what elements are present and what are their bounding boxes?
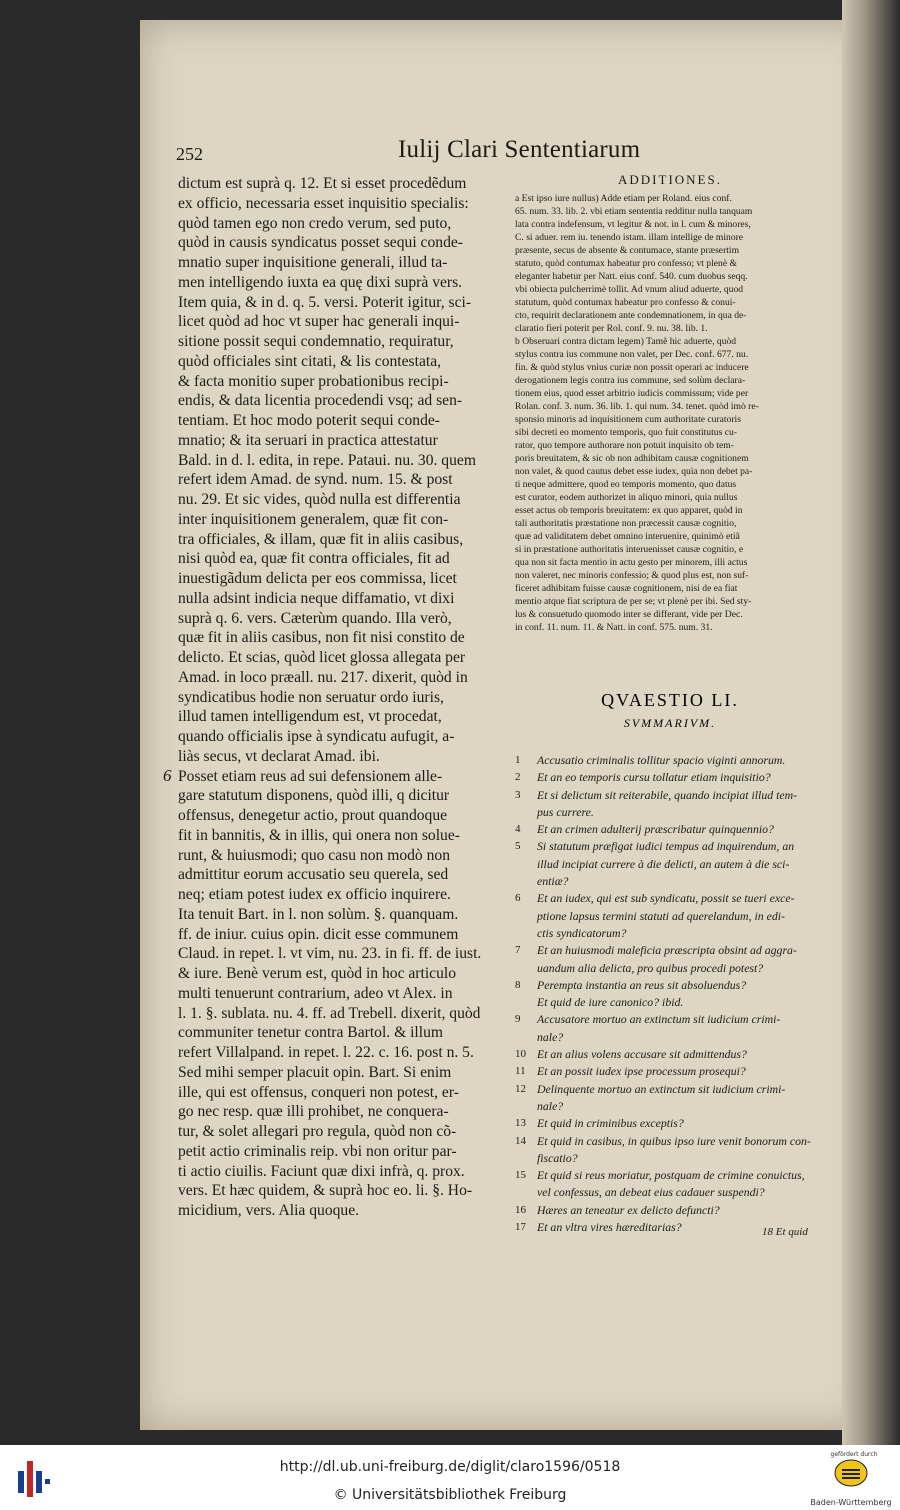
summarium-item (515, 787, 827, 804)
text-line: ti actio ciuilis. Faciunt quæ dixi infrà, q. prox. (178, 1162, 465, 1180)
text-line: mnatio; & ita seruari in practica attestatur (178, 431, 438, 449)
summarium-item (515, 1115, 827, 1132)
addition-line: statutum, quòd contumax habeatur pro confesso & conui- (515, 297, 736, 308)
addition-line: præsente, secus de absente & contumace, stante præsertim (515, 245, 740, 256)
text-line: quæ fit in aliis casibus, non fit nisi constito de (178, 629, 465, 647)
addition-line: Rolan. conf. 3. num. 36. lib. 1. qui num. 34. tenet. quòd imò re- (515, 401, 759, 412)
summarium-item (515, 1063, 827, 1080)
text-line: tentiam. Et hoc modo poterit sequi conde- (178, 412, 440, 429)
summarium-item (515, 1081, 827, 1098)
main-text-column (178, 174, 488, 1221)
summarium-item (515, 994, 827, 1011)
text-line: ff. de iniur. cuius opin. dicit esse communem (178, 925, 459, 943)
summarium-item-number: 1 (515, 754, 521, 766)
summarium-item-text: ctis syndicatorum? (537, 925, 627, 940)
addition-line: si in præstatione authoritatis interuenisset causæ cognitio, e (515, 544, 744, 555)
addition-line: statuto, quòd contumax habeatur pro confesso; vt plenè & (515, 258, 737, 269)
addition-line: qua non sit facta mentio in actu gesto per minorem, illi actus (515, 557, 748, 568)
summarium-item (515, 1202, 827, 1219)
summarium-item-text: Perempta instantia an reus sit absoluendus? (537, 977, 747, 992)
text-line: Amad. in loco præall. nu. 217. dixerit, quòd in (178, 668, 468, 686)
summarium-item-text: entiæ? (537, 874, 569, 889)
page-number: 252 (176, 144, 203, 164)
summarium-item-text: Et an possit iudex ipse processum prosequi? (537, 1064, 746, 1079)
addition-line: tali authoritatis præstatione non præcessit causæ cognitio, (515, 518, 737, 529)
additiones-title: ADDITIONES. (618, 172, 722, 187)
text-line: nulla adsint indicia neque diffamatio, vt dixi (178, 589, 455, 607)
summarium-item-text: nale? (537, 1098, 564, 1113)
summarium-item-text: Delinquente mortuo an extinctum sit iudicium crimi- (537, 1081, 786, 1096)
text-line: communiter tenetur contra Bartol. & illum (178, 1024, 444, 1042)
addition-line: claratio fieri poterit per Rol. conf. 9. nu. 38. lib. 1. (515, 323, 708, 334)
summarium-item-number: 16 (515, 1203, 526, 1216)
summarium-item-text: fiscatio? (537, 1150, 578, 1165)
text-line: micidium, vers. Alia quoque. (178, 1202, 360, 1219)
text-line: runt, & huiusmodi; quo casu non modò non (178, 846, 451, 864)
summarium-item-text: Et quid in criminibus exceptis? (537, 1116, 684, 1131)
summarium-item (515, 1167, 827, 1184)
addition-line: ti neque admittere, quod eo temporis momento, quo datus (515, 479, 737, 490)
text-line: ille, qui est offensus, conqueri non potest, er- (178, 1083, 459, 1101)
text-line: neq; etiam potest iudex ex officio inquirere. (178, 886, 451, 903)
page-header (176, 122, 836, 162)
text-line: quando officialis ipse à syndicatu aufugit, a- (178, 728, 455, 745)
addition-line: lata contra indefensum, vt legitur & not. in l. cum & minores, (515, 219, 751, 230)
text-line: multi tenuerunt contrarium, adeo vt Alex. in (178, 984, 453, 1002)
text-line: quòd officiales sint citati, & lis contestata, (178, 352, 442, 370)
addition-line: tionem eius, quod esset arbitrio iudicis commissum; vide per (515, 388, 749, 399)
addition-line: eleganter habetur per Natt. eius conf. 540. cum duobus seqq. (515, 271, 748, 282)
addition-line: cto, requirit declarationem ante condemnationem, in qua de- (515, 310, 747, 321)
summarium-item-text: vel confessus, an debeat eius cadauer suspendi? (537, 1185, 765, 1200)
summarium-item-text: Et an iudex, qui est sub syndicatu, possit se tueri exce- (537, 891, 795, 906)
summarium-item-text: Accusatore mortuo an extinctum sit iudicium crimi- (537, 1012, 781, 1027)
text-line: inuestigãdum delicta per eos commissa, licet (178, 570, 457, 587)
summarium-item-number: 8 (515, 978, 521, 991)
text-line: offensus, denegetur actio, prout quandoque (178, 807, 448, 824)
summarium-item-number (515, 1098, 537, 1115)
page-url[interactable]: http://dl.ub.uni-freiburg.de/diglit/claro1596/0518 (279, 1459, 621, 1475)
summarium-item-text: uandum alia delicta, pro quibus procedi potest? (537, 960, 764, 975)
addition-line: poris breuitatem, & sic ob non adhibitam causæ cognitionem (515, 453, 749, 464)
text-line: quòd in causis syndicatus posset sequi conde- (178, 234, 463, 252)
addition-line: derogationem legis contra ius commune, sed solùm declara- (515, 375, 746, 386)
running-title: Iulij Clari Sententiarum (398, 136, 641, 163)
summarium-item-text: Et an huiusmodi maleficia præscripta obsint ad aggra- (537, 943, 797, 958)
coat-of-arms-icon (808, 1458, 894, 1488)
summarium-item-number: 15 (515, 1169, 526, 1182)
addition-line: rator, quo tempore authorare non potuit inquisito ob tem- (515, 440, 734, 451)
summarium-item (515, 1011, 827, 1028)
funding-label: gefördert durch (830, 1451, 878, 1458)
text-line: tra officiales, & illam, quæ fit in aliis casibus, (178, 530, 464, 548)
summarium-item (515, 942, 827, 959)
summarium-item (515, 1046, 827, 1063)
summarium-item (515, 1184, 827, 1201)
summarium-item (515, 908, 827, 925)
summarium-item-text: Et si delictum sit reiterabile, quando incipiat illud tem- (537, 787, 798, 802)
quaestio-title: QVAESTIO LI. (601, 690, 739, 710)
text-line: & iure. Benè verum est, quòd in hoc articulo (178, 965, 457, 982)
summarium-item-text: Hæres an teneatur ex delicto defuncti? (537, 1202, 720, 1217)
text-line: mnatio super inquisitione generali, illud ta- (178, 254, 448, 271)
text-line: Posset etiam reus ad sui defensionem alle- (178, 767, 443, 785)
text-line: licet quòd ad hoc vt super hac generali inqui- (178, 313, 460, 331)
text-line: dictum est suprà q. 12. Et si esset procedẽdum (178, 175, 467, 192)
text-line: endis, & data licentia procedendi vsq; ad sen- (178, 392, 463, 410)
text-line: quòd tamen ego non credo verum, sed puto, (178, 214, 452, 232)
summarium-item-number: 10 (515, 1048, 526, 1061)
summarium-item-number (515, 873, 537, 890)
summarium-item (515, 1133, 827, 1150)
summarium-item-text: Et quid de iure canonico? ibid. (537, 995, 684, 1010)
text-line: refert idem Amad. de synd. num. 15. & post (178, 471, 453, 489)
catchword: 18 Et quid (762, 1226, 808, 1238)
text-line: l. 1. §. sublata. nu. 4. ff. ad Trebell. dixerit, quòd (178, 1004, 481, 1022)
text-line: gare statutum disponens, quòd illi, q dicitur (178, 787, 450, 805)
addition-line: stylus contra ius commune non valet, per Dec. conf. 677. nu. (515, 349, 749, 360)
summarium-item-number: 3 (515, 788, 521, 801)
summarium-item-number: 7 (515, 944, 521, 957)
additiones-text (515, 192, 825, 634)
text-line: Ita tenuit Bart. in l. non solùm. §. quanquam. (178, 905, 459, 923)
text-line: liàs secus, vt declarat Amad. ibi. (178, 747, 380, 765)
additiones-column (515, 172, 825, 634)
summarium-item (515, 1029, 827, 1046)
summarium-item-number (515, 925, 537, 942)
summarium-item-text: illud incipiat currere à die delicti, an autem à die sci- (537, 856, 790, 871)
text-line: admittitur eorum accusatio seu querela, sed (178, 866, 449, 884)
text-line: men intelligendo iuxta ea quę dixi suprà vers. (178, 273, 463, 291)
addition-line: a Est ipso iure nullus) Adde etiam per Roland. eius conf. (515, 193, 732, 204)
summarium-item (515, 838, 827, 855)
addition-line: sponsio minoris ad inquisitionem cum authoritate curatoris (515, 414, 741, 425)
summarium-item (515, 752, 827, 769)
margin-number: 6 (163, 766, 172, 785)
text-line: illud tamen intelligendum est, vt procedat, (178, 708, 442, 726)
summarium-item-number (515, 1150, 537, 1167)
text-line: suprà q. 6. vers. Cæterùm quando. Illa verò, (178, 609, 452, 627)
summarium-item-text: Et an alius volens accusare sit admittendus? (537, 1047, 747, 1062)
summarium-item-number (515, 856, 537, 873)
summarium-item (515, 873, 827, 890)
summarium-item (515, 1150, 827, 1167)
summarium-item-number: 4 (515, 823, 521, 836)
text-line: Item quia, & in d. q. 5. versi. Poterit igitur, sci- (178, 293, 472, 311)
addition-line: mentio atque fiat scriptura de per se; vt plenè per ibi. Sed sty- (515, 596, 752, 607)
summarium-item-text: Et quid si reus moriatur, postquam de crimine conuictus, (537, 1168, 805, 1183)
text-line: nu. 29. Et sic vides, quòd nulla est differentia (178, 491, 461, 508)
text-line: Sed mihi semper placuit opin. Bart. Si enim (178, 1063, 452, 1081)
text-line: & facta monitio super probationibus recipi- (178, 372, 449, 390)
summarium-item-text: Et an crimen adulterij præscribatur quinquennio? (537, 822, 774, 837)
text-line: inter inquisitionem generalem, quæ fit con- (178, 510, 449, 528)
addition-line: lus & consuetudo quomodo inter se differant, vide per Dec. (515, 609, 743, 620)
addition-line: vbi obiecta pulcherrimè tollit. Ad vnum aliud aduerte, quod (515, 284, 744, 295)
text-line: vers. Et hæc quidem, & suprà hoc eo. li. §. Ho- (178, 1182, 473, 1200)
summarium-item (515, 1098, 827, 1115)
summarium-item (515, 960, 827, 977)
summarium-item-number: 2 (515, 771, 521, 784)
copyright-notice: © Universitätsbibliothek Freiburg (333, 1487, 567, 1503)
text-line: sitione possit sequi condemnatio, requiratur, (178, 333, 454, 350)
summarium-item-number (515, 1029, 537, 1046)
addition-line: C. si aduer. rem iu. tenendo istam. illam intellige de minore (515, 232, 744, 243)
footer-bar (0, 1445, 900, 1510)
summarium-item-text: pus currere. (537, 804, 594, 819)
text-line: fit in bannitis, & in illis, qui onera non solue- (178, 826, 460, 844)
text-line: syndicatibus hodie non seruatur ordo iuris, (178, 688, 444, 706)
summarium-item-number: 11 (515, 1065, 526, 1078)
text-line: petit actio criminalis reip. vbi non oritur par- (178, 1142, 457, 1160)
summarium-item (515, 804, 827, 821)
summarium-item-number: 17 (515, 1221, 526, 1234)
addition-line: in conf. 11. num. 11. & Natt. in conf. 575. num. 31. (515, 622, 713, 633)
summarium-item (515, 890, 827, 907)
addition-line: est curator, eodem authorizet in aliquo minori, quia nullus (515, 492, 738, 503)
summarium-item (515, 977, 827, 994)
summarium-item-text: Si statutum præfigat iudici tempus ad inquirendum, an (537, 839, 795, 854)
text-line: ex officio, necessaria esset inquisitio specialis: (178, 194, 469, 212)
summarium-item-number (515, 908, 537, 925)
summarium-item-text: nale? (537, 1029, 564, 1044)
summarium-item-number: 12 (515, 1082, 526, 1095)
text-line: nisi quòd ea, quæ fit contra officiales, fit ad (178, 550, 450, 568)
addition-line: ficeret adhibitam fuisse causæ cognitionem, nisi de ea fiat (515, 583, 738, 594)
addition-line: esset actus ob temporis breuitatem: ex quo apparet, quòd in (515, 505, 743, 516)
text-line: refert Villalpand. in repet. l. 22. c. 16. post n. 5. (178, 1044, 474, 1061)
funding-state: Baden-Württemberg (810, 1498, 892, 1507)
summarium-item (515, 856, 827, 873)
summarium-item-text: ptione lapsus termini statuti ad querelandum, in edi- (537, 908, 785, 923)
summarium-item-number: 5 (515, 840, 521, 853)
summarium-title: SVMMARIVM. (623, 716, 717, 730)
summarium-item (515, 769, 827, 786)
summarium-item-number (515, 994, 537, 1011)
addition-line: b Obseruari contra dictam legem) Tamẽ hic aduerte, quòd (515, 336, 737, 347)
summarium-list (515, 752, 827, 1236)
text-line: tur, & solet allegari pro regula, quòd non cõ- (178, 1123, 457, 1140)
addition-line: non valeret, nec minoris confessio; & quod plus est, non suf- (515, 570, 749, 581)
page-edge (842, 0, 900, 1445)
summarium-item-number: 13 (515, 1117, 526, 1130)
text-line: delicto. Et scias, quòd licet glossa allegata per (178, 649, 466, 666)
summarium-item-number (515, 960, 537, 977)
summarium-item-text: Et quid in casibus, in quibus ipso iure venit bonorum con- (537, 1133, 811, 1148)
text-line: go nec resp. quæ illi prohibet, ne conquera- (178, 1103, 449, 1121)
summarium-item (515, 821, 827, 838)
summarium-item-text: Et an eo temporis cursu tollatur etiam inquisitio? (537, 770, 771, 785)
summarium-item-number (515, 1184, 537, 1201)
summarium-item-text: Accusatio criminalis tollitur spacio viginti annorum. (537, 753, 786, 767)
summarium-item-number: 9 (515, 1013, 521, 1026)
addition-line: sibi decreti eo momento temporis, quo fuit constitutus cu- (515, 427, 737, 438)
summarium-item-number: 14 (515, 1134, 526, 1147)
addition-line: non valet, & quod cautus debet esse iudex, quia non debet pa- (515, 466, 753, 477)
addition-line: 65. num. 33. lib. 2. vbi etiam sententia redditur nulla tanquam (515, 206, 753, 217)
funding-logo (808, 1451, 900, 1507)
summarium-item-number (515, 804, 537, 821)
addition-line: fin. & quòd stylus vnius curiæ non possit operari ac inducere (515, 362, 749, 373)
summarium-item-number: 6 (515, 892, 521, 905)
text-line: Bald. in d. l. edita, in repe. Pataui. nu. 30. quem (178, 451, 476, 469)
summarium-item-text: Et an vltra vires hæreditarias? (537, 1220, 682, 1235)
addition-line: quæ ad validitatem debet omnino interuenire, quinimò etiã (515, 531, 740, 542)
summarium-item (515, 925, 827, 942)
text-line: Claud. in repet. l. vt vim, nu. 23. in fi. ff. de iust. (178, 945, 482, 963)
